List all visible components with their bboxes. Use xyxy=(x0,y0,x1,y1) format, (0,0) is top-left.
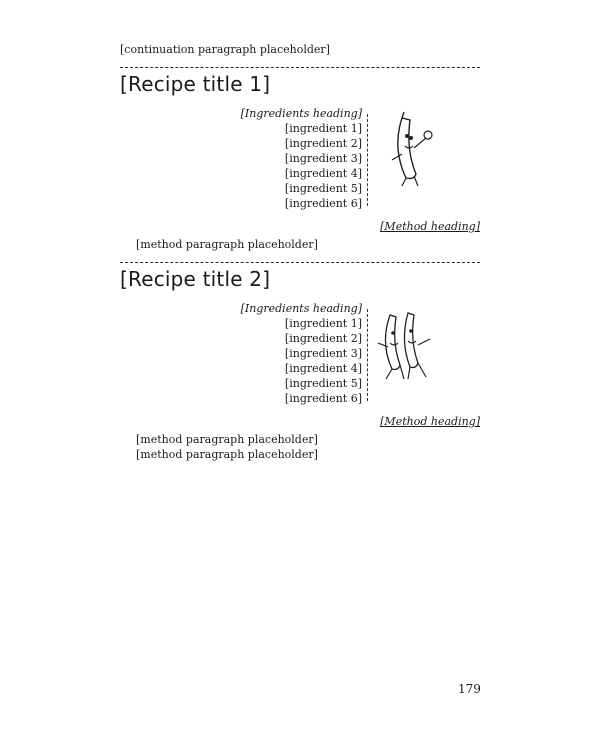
method-paragraph: [method paragraph placeholder] xyxy=(136,433,318,446)
method-paragraph: [method paragraph placeholder] xyxy=(136,448,318,461)
intro-paragraph: [continuation paragraph placeholder] xyxy=(120,43,330,56)
section-divider xyxy=(120,67,480,68)
ingredients-block xyxy=(120,106,480,214)
page-number: 179 xyxy=(458,682,481,696)
ingredient-item: [ingredient 4] xyxy=(284,362,362,375)
section-divider xyxy=(120,262,480,263)
ingredient-item: [ingredient 5] xyxy=(284,182,362,195)
ingredients-block xyxy=(120,301,480,409)
ingredients-list xyxy=(241,301,362,406)
ingredients-divider xyxy=(367,114,368,206)
ingredient-item: [ingredient 6] xyxy=(284,392,362,405)
recipe-title: [Recipe title 1] xyxy=(120,72,271,96)
recipe-section xyxy=(120,262,480,462)
ingredient-item: [ingredient 5] xyxy=(284,377,362,390)
ingredient-item: [ingredient 6] xyxy=(284,197,362,210)
recipe-section xyxy=(120,67,480,252)
dancing-bananas-icon xyxy=(370,303,440,383)
ingredient-item: [ingredient 3] xyxy=(284,152,362,165)
method-heading: [Method heading] xyxy=(380,415,480,428)
banana-character-icon xyxy=(380,108,440,188)
ingredient-item: [ingredient 1] xyxy=(284,122,362,135)
ingredients-heading: [Ingredients heading] xyxy=(240,107,362,120)
ingredient-item: [ingredient 2] xyxy=(284,332,362,345)
ingredients-heading: [Ingredients heading] xyxy=(240,302,362,315)
page-body xyxy=(120,42,480,462)
recipe-title: [Recipe title 2] xyxy=(120,267,271,291)
ingredients-list xyxy=(241,106,362,211)
ingredient-item: [ingredient 2] xyxy=(284,137,362,150)
method-paragraph: [method paragraph placeholder] xyxy=(136,238,318,251)
ingredient-item: [ingredient 3] xyxy=(284,347,362,360)
method-heading: [Method heading] xyxy=(380,220,480,233)
ingredient-item: [ingredient 4] xyxy=(284,167,362,180)
ingredient-item: [ingredient 1] xyxy=(284,317,362,330)
ingredients-divider xyxy=(367,309,368,401)
